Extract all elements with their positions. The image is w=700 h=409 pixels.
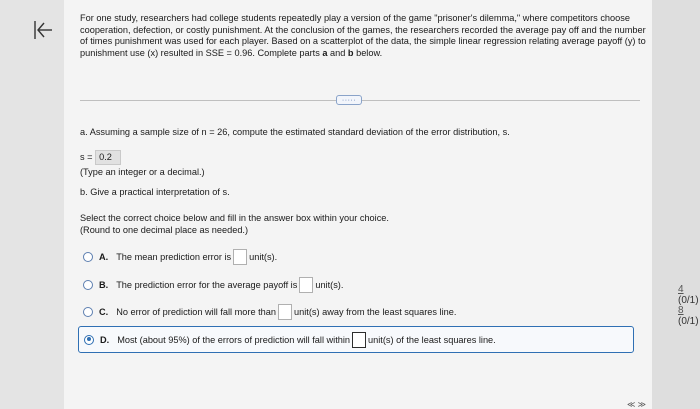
part-b-ref: b: [347, 47, 354, 58]
choice-text-after: unit(s) away from the least squares line.: [294, 307, 457, 317]
below-text: below.: [353, 47, 383, 58]
score-value: (0/1): [678, 295, 699, 306]
choice-text-before: The prediction error for the average payoff is: [116, 280, 298, 290]
answer-hint: (Type an integer or a decimal.): [80, 167, 205, 177]
choice-text-after: unit(s) of the least squares line.: [368, 334, 496, 345]
choice-letter: A.: [99, 252, 109, 262]
back-arrow-icon[interactable]: [32, 18, 56, 42]
answer-blank-b[interactable]: [299, 277, 313, 293]
right-score-sidebar: [652, 0, 700, 409]
choice-c[interactable]: [78, 301, 634, 323]
score-item-2[interactable]: [678, 305, 700, 327]
answer-label: s =: [80, 151, 93, 162]
choice-d[interactable]: [78, 326, 634, 353]
choice-text-after: unit(s).: [249, 252, 278, 262]
radio-b[interactable]: [83, 280, 93, 290]
choice-b[interactable]: [78, 274, 634, 296]
problem-text: For one study, researchers had college students repeatedly play a version of the game "prisoner's dilemma," where competitors choose cooperation, defection, or costly punishment. At the conclusion of the games, the researchers recorded the average pay off and the number of times punishment was used for each player. Based on a scatterplot of the data, the simple linear regression relating average payoff (y) to punishment use (x) resulted in SSE = 0.96.: [80, 13, 646, 58]
choice-letter: C.: [99, 307, 109, 317]
part-b-question: b. Give a practical interpretation of s.: [80, 187, 230, 197]
left-navigation-bar: [0, 0, 64, 409]
radio-c[interactable]: [83, 307, 93, 317]
score-value: (0/1): [678, 316, 699, 327]
choice-text-before: No error of prediction will fall more than: [116, 307, 277, 317]
problem-statement: [80, 13, 646, 59]
answer-blank-c[interactable]: [278, 304, 292, 320]
radio-a[interactable]: [83, 252, 93, 262]
part-a-answer-row: [80, 150, 121, 165]
part-a-ref: a: [322, 47, 328, 58]
pagination-indicator[interactable]: ≪ ≫: [627, 400, 646, 409]
rounding-note: (Round to one decimal place as needed.): [80, 225, 249, 235]
choice-a[interactable]: [78, 246, 634, 268]
radio-d[interactable]: [84, 335, 94, 345]
choice-letter: D.: [100, 334, 110, 345]
part-b-instruction: Select the correct choice below and fill in the answer box within your choice.: [80, 213, 389, 223]
part-a-question: a. Assuming a sample size of n = 26, compute the estimated standard deviation of the error distribution, s.: [80, 127, 510, 137]
score-item-1[interactable]: [678, 284, 700, 306]
answer-blank-d[interactable]: [352, 332, 366, 348]
answer-blank-a[interactable]: [233, 249, 247, 265]
expand-button[interactable]: [336, 95, 362, 105]
choice-text-after: unit(s).: [315, 280, 344, 290]
choice-text-before: The mean prediction error is: [116, 252, 232, 262]
choice-text-before: Most (about 95%) of the errors of prediction will fall within: [117, 334, 351, 345]
score-number: 4: [678, 284, 684, 295]
and-text: and: [327, 47, 348, 58]
complete-prefix: Complete parts: [257, 47, 323, 58]
choice-letter: B.: [99, 280, 109, 290]
ellipsis-icon: ·····: [341, 96, 357, 104]
score-number: 8: [678, 305, 684, 316]
answer-field-s[interactable]: 0.2: [95, 150, 121, 165]
